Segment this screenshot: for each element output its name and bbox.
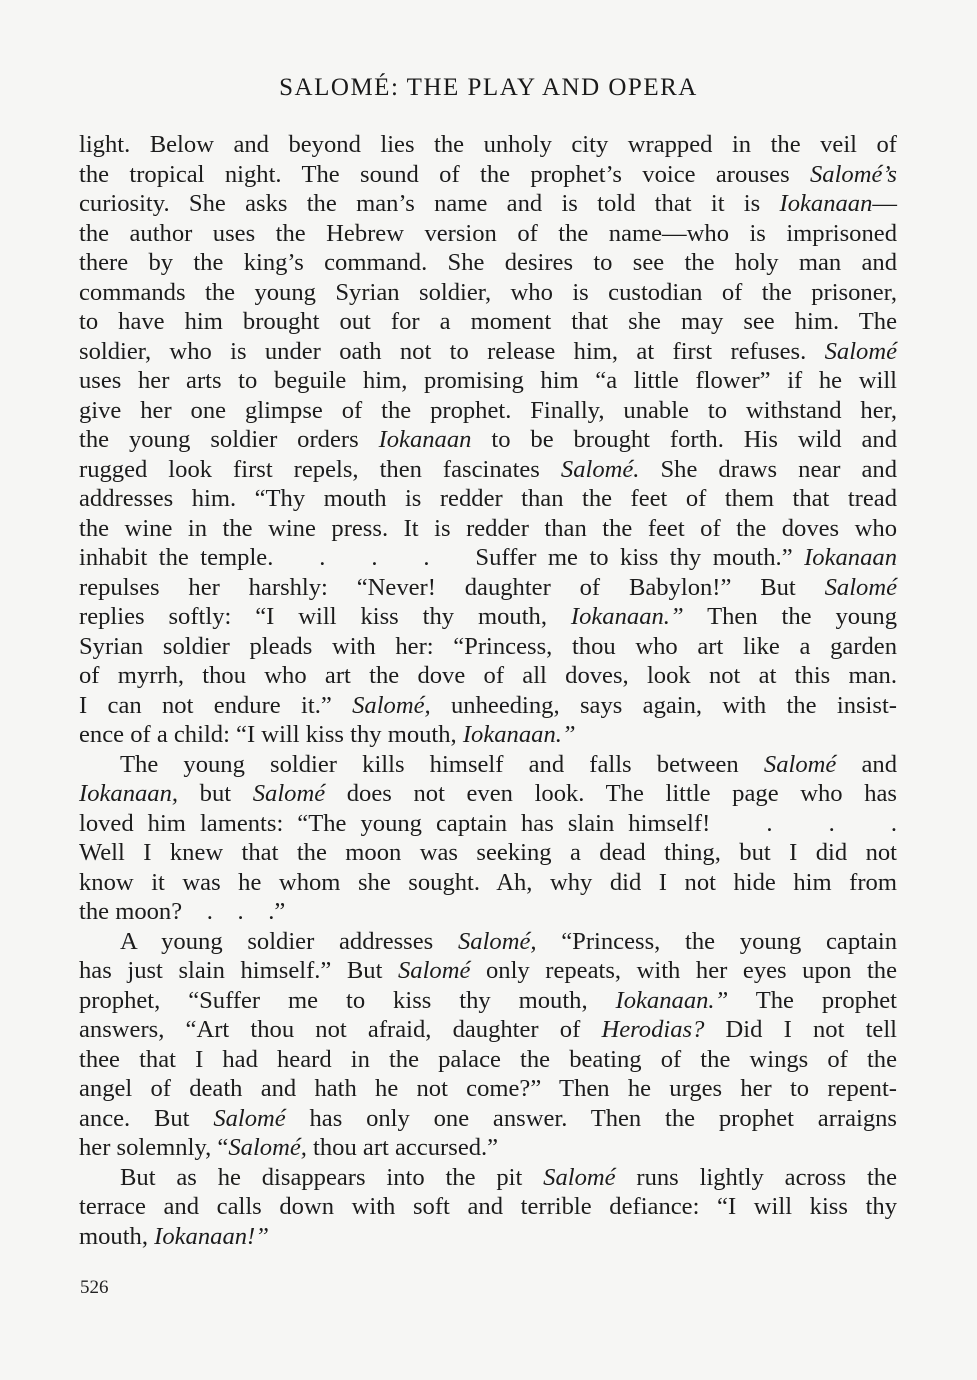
text-run: only repeats, with her eyes upon the <box>470 957 897 984</box>
text-line <box>79 366 897 396</box>
text-run: give her one glimpse of the prophet. Finally, unable to withstand her, <box>79 396 897 424</box>
text-run: uses her arts to beguile him, promising him “a little flower” if he will <box>79 367 897 394</box>
text-run: the wine in the wine press. It is redder than the feet of the doves who <box>79 514 897 542</box>
italic-text: Salomé. <box>560 455 640 483</box>
text-run: — <box>872 190 897 217</box>
text-line <box>79 1015 897 1045</box>
text-run: the young soldier orders <box>79 426 379 453</box>
text-run: A young soldier addresses <box>120 927 458 955</box>
text-run: I can not endure it.” <box>79 691 353 719</box>
text-run: there by the king’s command. She desires to see the holy man and <box>79 249 897 276</box>
text-line <box>79 1222 897 1252</box>
text-run: addresses him. “Thy mouth is redder than the feet of them that tread <box>79 485 897 512</box>
italic-text: Herodias? <box>601 1016 705 1043</box>
italic-text: Salomé <box>763 750 837 778</box>
text-run: She draws near and <box>639 455 897 483</box>
text-run: thee that I had heard in the palace the beating of the wings of the <box>79 1045 897 1073</box>
text-run: the author uses the Hebrew version of the name—who is imprisoned <box>79 219 897 247</box>
text-run: the tropical night. The sound of the prophet’s voice arouses <box>79 160 810 188</box>
text-run: curiosity. She asks the man’s name and is told that it is <box>79 190 780 217</box>
text-line <box>79 838 897 868</box>
running-head: SALOMÉ: THE PLAY AND OPERA <box>279 74 698 101</box>
text-line <box>79 720 897 750</box>
text-run: terrace and calls down with soft and terrible defiance: “I will kiss thy <box>79 1193 897 1220</box>
text-run: to be brought forth. His wild and <box>471 426 897 453</box>
text-run: know it was he whom she sought. Ah, why did I not hide him from <box>79 868 897 896</box>
text-line <box>79 632 897 662</box>
text-line <box>79 455 897 485</box>
text-run: inhabit the temple. . . . Suffer me to kiss thy mouth.” <box>79 544 805 571</box>
text-run: the moon? . . .” <box>79 898 286 925</box>
italic-text: Salomé <box>824 337 897 365</box>
text-run: replies softly: “I will kiss thy mouth, <box>79 603 571 630</box>
text-line <box>79 130 897 160</box>
text-line <box>79 307 897 337</box>
italic-text: Iokanaan <box>378 426 472 453</box>
text-run: Syrian soldier pleads with her: “Princess, thou who art like a garden <box>79 632 897 660</box>
italic-text: Iokanaan.” <box>615 986 729 1014</box>
italic-text: Salomé <box>252 780 326 807</box>
text-run: has only one answer. Then the prophet arraigns <box>285 1104 897 1132</box>
text-line <box>79 1074 897 1104</box>
text-line <box>79 248 897 278</box>
italic-text: Salomé <box>213 1104 286 1132</box>
text-run: her solemnly, “ <box>79 1134 229 1161</box>
italic-text: Salomé <box>824 573 897 601</box>
text-run: mouth, <box>79 1222 155 1250</box>
text-run: loved him laments: “The young captain has slain himself! . . . <box>79 809 897 837</box>
text-run: Then the young <box>683 603 897 630</box>
text-line <box>79 750 897 780</box>
text-run: to have him brought out for a moment that she may see him. The <box>79 308 897 335</box>
page-number: 526 <box>80 1277 109 1298</box>
text-run: “Princess, the young captain <box>536 927 897 955</box>
text-run: repulses her harshly: “Never! daughter of Babylon!” But <box>79 573 825 601</box>
text-line <box>79 602 897 632</box>
text-run: thou art accursed.” <box>306 1134 499 1161</box>
text-line <box>79 927 897 957</box>
italic-text: Salomé, <box>352 691 431 719</box>
text-line <box>79 897 897 927</box>
paragraph <box>79 927 897 1163</box>
text-run: has just slain himself.” But <box>79 957 398 984</box>
text-line <box>79 661 897 691</box>
text-line <box>79 160 897 190</box>
italic-text: Salomé, <box>228 1134 307 1161</box>
text-line <box>79 868 897 898</box>
italic-text: Salomé <box>398 957 471 984</box>
text-line <box>79 1163 897 1193</box>
italic-text: Iokanaan!” <box>154 1222 269 1250</box>
text-run: ance. But <box>79 1104 214 1132</box>
text-line <box>79 396 897 426</box>
body-text <box>79 130 897 1251</box>
text-run: does not even look. The little page who has <box>325 780 897 807</box>
paragraph <box>79 750 897 927</box>
text-line <box>79 691 897 721</box>
text-line <box>79 543 897 573</box>
italic-text: Iokanaan, <box>79 780 179 807</box>
paragraph <box>79 1163 897 1252</box>
italic-text: Iokanaan.” <box>570 603 684 630</box>
text-run: commands the young Syrian soldier, who is custodian of the prisoner, <box>79 278 897 306</box>
text-line <box>79 278 897 308</box>
text-run: ence of a child: “I will kiss thy mouth, <box>79 721 463 748</box>
text-run: Did I not tell <box>704 1016 897 1043</box>
italic-text: Salomé, <box>457 927 537 955</box>
text-line <box>79 189 897 219</box>
text-run: and <box>836 750 897 778</box>
italic-text: Iokanaan.” <box>462 721 576 748</box>
text-line <box>79 1192 897 1222</box>
text-run: of myrrh, thou who art the dove of all doves, look not at this man. <box>79 662 897 689</box>
text-run: prophet, “Suffer me to kiss thy mouth, <box>79 986 616 1014</box>
text-line <box>79 573 897 603</box>
text-run: light. Below and beyond lies the unholy city wrapped in the veil of <box>79 131 897 158</box>
text-run: runs lightly across the <box>615 1163 897 1191</box>
text-line <box>79 1133 897 1163</box>
text-line <box>79 514 897 544</box>
text-run: answers, “Art thou not afraid, daughter of <box>79 1016 602 1043</box>
text-run: The young soldier kills himself and falls between <box>120 750 764 778</box>
text-line <box>79 1045 897 1075</box>
text-line <box>79 986 897 1016</box>
text-run: angel of death and hath he not come?” Then he urges her to repent- <box>79 1075 897 1102</box>
text-run: rugged look first repels, then fascinates <box>79 455 561 483</box>
text-line <box>79 484 897 514</box>
text-line <box>79 1104 897 1134</box>
text-line <box>79 956 897 986</box>
italic-text: Salomé <box>543 1163 616 1191</box>
text-line <box>79 809 897 839</box>
text-run: unheeding, says again, with the insist- <box>430 691 897 719</box>
text-run: Well I knew that the moon was seeking a dead thing, but I did not <box>79 839 897 866</box>
paragraph <box>79 130 897 750</box>
text-line <box>79 779 897 809</box>
italic-text: Iokanaan <box>804 544 897 571</box>
text-line <box>79 219 897 249</box>
text-run: but <box>178 780 253 807</box>
italic-text: Iokanaan <box>779 190 873 217</box>
italic-text: Salomé’s <box>810 160 897 188</box>
text-line <box>79 425 897 455</box>
text-run: But as he disappears into the pit <box>120 1163 544 1191</box>
text-line <box>79 337 897 367</box>
text-run: soldier, who is under oath not to release him, at first refuses. <box>79 337 825 365</box>
text-run: The prophet <box>728 986 898 1014</box>
